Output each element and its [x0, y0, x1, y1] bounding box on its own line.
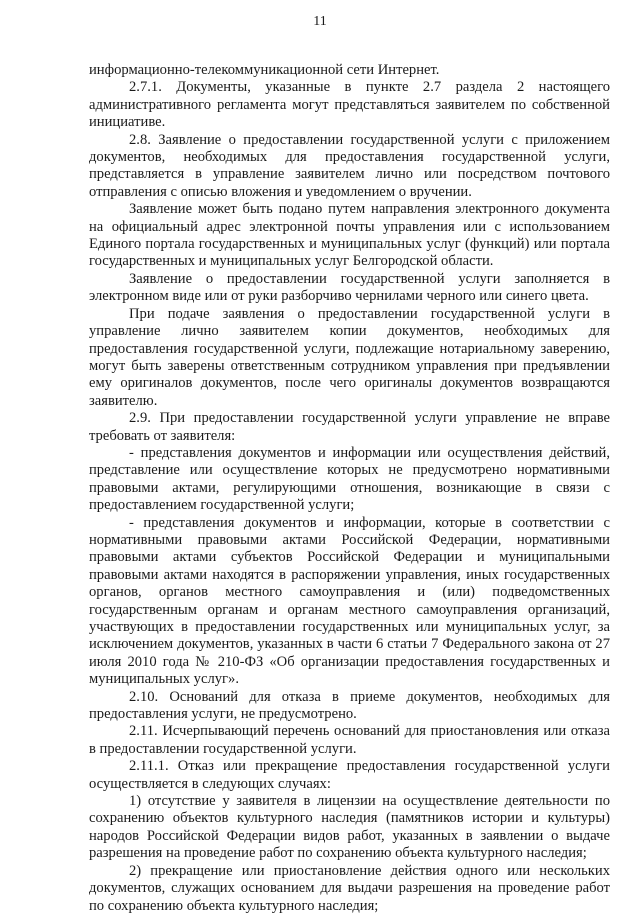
document-body — [89, 62, 610, 915]
paragraph: - представления документов и информации или осуществления действий, представление или осуществление которых не предусмотрено нормативными правовыми актами, регулирующими отношения, возникающие в связи с предоставлением государственной услуги; — [89, 444, 610, 514]
paragraph: 2.11.1. Отказ или прекращение предоставления государственной услуги осуществляется в следующих случаях: — [89, 758, 610, 792]
paragraph: 2) прекращение или приостановление действия одного или нескольких документов, служащих основанием для выдачи разрешения на проведение работ по сохранению объекта культурного наследия; — [89, 862, 610, 914]
paragraph: Заявление о предоставлении государственной услуги заполняется в электронном виде или от руки разборчиво чернилами черного или синего цвета. — [89, 270, 610, 305]
page-number: 11 — [313, 14, 327, 29]
paragraph: 1) отсутствие у заявителя в лицензии на осуществление деятельности по сохранению объектов культурного наследия (памятников истории и культуры) народов Российской Федерации видов работ, указанных в заявлении о выдаче разрешения на проведение работ по сохранению объекта культурного наследия; — [89, 793, 610, 862]
paragraph: 2.10. Оснований для отказа в приеме документов, необходимых для предоставления услуги, не предусмотрено. — [89, 688, 610, 723]
paragraph: Заявление может быть подано путем направления электронного документа на официальный адрес электронной почты управления или с использованием Единого портала государственных и муниципальных услуг (функций) или портала государственных и муниципальных услуг Белгородской области. — [89, 201, 610, 270]
paragraph: 2.9. При предоставлении государственной услуги управление не вправе требовать от заявителя: — [89, 410, 610, 444]
paragraph: При подаче заявления о предоставлении государственной услуги в управление лично заявителем копии документов, необходимых для предоставления государственной услуги, подлежащие нотариальному заверению, могут быть заверены ответственным сотрудником управления при предъявлении ему оригиналов документов, после чего оригиналы документов возвращаются заявителю. — [89, 305, 610, 409]
paragraph: 2.11. Исчерпывающий перечень оснований для приостановления или отказа в предоставлении государственной услуги. — [89, 723, 610, 757]
paragraph: 2.8. Заявление о предоставлении государственной услуги с приложением документов, необходимых для предоставления государственной услуги, представляется в управление заявителем лично или посредством почтового отправления с описью вложения и уведомлением о вручении. — [89, 131, 610, 200]
paragraph: 2.7.1. Документы, указанные в пункте 2.7 раздела 2 настоящего административного регламента могут представляться заявителем по собственной инициативе. — [89, 79, 610, 131]
paragraph: информационно-телекоммуникационной сети Интернет. — [89, 62, 440, 78]
paragraph: - представления документов и информации, которые в соответствии с нормативными правовыми актами Российской Федерации, нормативными правовыми актами субъектов Российской Федерации и муниципальными правовыми актами находятся в распоряжении управления, иных государственных органов, органов местного самоуправления и (или) подведомственных государственным органам и органам местного самоуправления организаций, участвующих в предоставлении государственных или муниципальных услуг, за исключением документов, указанных в части 6 статьи 7 Федерального закона от 27 июля 2010 года № 210-ФЗ «Об организации предоставления государственных и муниципальных услуг». — [89, 514, 610, 688]
